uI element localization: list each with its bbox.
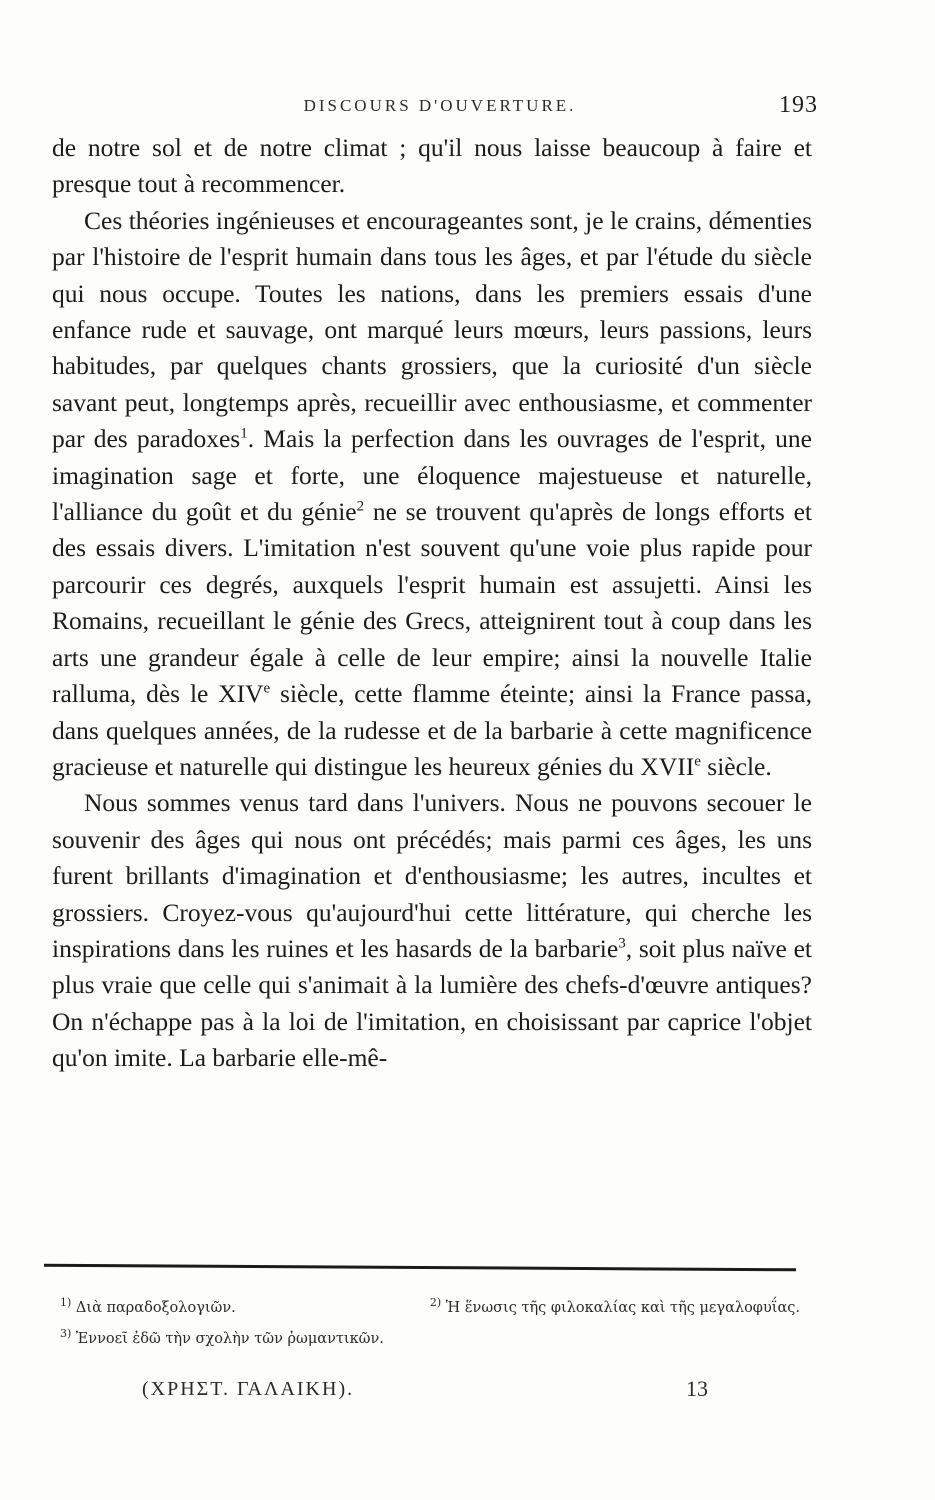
footnote-2-text: Ἡ ἕνωσις τῆς φιλοκαλίας καὶ τῆς μεγαλοφυΐας. bbox=[445, 1299, 800, 1316]
paragraph-3-part-a: Nous sommes venus tard dans l'univers. Nous ne pouvons secouer le souvenir des âges qui nous ont précédés; mais parmi ces âges, les uns furent brillants d'imagination et d'enthousiasme; les autres, incultes et grossiers. Croyez-vous qu'aujourd'hui cette littérature, qui cherche les inspirations dans les ruines et les hasards de la barbarie bbox=[52, 788, 812, 963]
paragraph-2-part-b: . Mais la perfection dans les ouvrages de l'esprit, une imagination sage et forte, une éloquence majestueuse et naturelle, l'alliance du goût et du génie bbox=[52, 424, 812, 527]
footnotes-row-1 bbox=[60, 1290, 800, 1321]
century-superscript-2: e bbox=[694, 753, 701, 770]
page-number: 193 bbox=[779, 92, 818, 118]
footnote-1 bbox=[60, 1290, 236, 1321]
footnote-rule bbox=[44, 1264, 796, 1272]
body-text bbox=[52, 130, 812, 1077]
signature-mark: 13 bbox=[686, 1376, 708, 1401]
paragraph-3-part-b: , soit plus naïve et plus vraie que celle qui s'animait à la lumière des chefs-d'œuvre antiques? On n'échappe pas à la loi de l'imitation, en choisissant par caprice l'objet qu'on imite. La barbarie elle-mê- bbox=[52, 933, 812, 1073]
footnote-1-text: Διὰ παραδοξολογιῶν. bbox=[75, 1299, 236, 1316]
paragraph-2-part-a: Ces théories ingénieuses et encourageantes sont, je le crains, démenties par l'histoire de l'esprit humain dans tous les âges, et par l'étude du siècle qui nous occupe. Toutes les nations, dans les premiers essais d'une enfance rude et sauvage, ont marqué leurs mœurs, leurs passions, leurs habitudes, par quelques chants grossiers, que la curiosité d'un siècle savant peut, longtemps après, recueillir avec enthousiasme, et commenter par des paradoxes bbox=[52, 205, 812, 454]
footnote-ref-1: 1 bbox=[240, 425, 248, 442]
translator-signature: (ΧΡΗΣΤ. ΓΑΛΑΙΚΗ). bbox=[142, 1378, 355, 1400]
footnote-1-number: 1) bbox=[60, 1296, 72, 1309]
footnote-3 bbox=[60, 1321, 800, 1352]
paragraph-2-part-e: siècle. bbox=[700, 751, 772, 781]
paragraph-3 bbox=[52, 785, 812, 1076]
page-header bbox=[60, 92, 820, 122]
paragraph-1-text: de notre sol et de notre climat ; qu'il nous laisse beaucoup à faire et presque tout à recommencer. bbox=[52, 133, 812, 199]
paragraph-2 bbox=[52, 203, 812, 786]
paragraph-1 bbox=[52, 130, 812, 203]
paragraph-2-part-d: siècle, cette flamme éteinte; ainsi la France passa, dans quelques années, de la rudesse et de la barbarie à cette magnificence gracieuse et naturelle qui distingue les heureux génies du XVII bbox=[52, 679, 812, 781]
footnote-2 bbox=[430, 1290, 800, 1321]
footnote-3-number: 3) bbox=[60, 1326, 72, 1340]
century-superscript-1: e bbox=[263, 680, 271, 697]
footnote-3-text: Ἐννοεῖ ἐδῶ τὴν σχολὴν τῶν ῥωμαντικῶν. bbox=[75, 1330, 384, 1347]
footnote-ref-3: 3 bbox=[618, 935, 626, 952]
footnote-ref-2: 2 bbox=[356, 498, 365, 515]
footnotes bbox=[60, 1290, 800, 1352]
running-title: DISCOURS D'OUVERTURE. bbox=[303, 96, 577, 115]
paragraph-2-part-c: ne se trouvent qu'après de longs efforts et des essais divers. L'imitation n'est souvent qu'une voie plus rapide pour parcourir ces degrés, auxquels l'esprit humain est assujetti. Ainsi les Romains, recueillant le génie des Grecs, atteignirent tout à coup dans les arts une grandeur égale à celle de leur empire; ainsi la nouvelle Italie ralluma, dès le XIV bbox=[52, 497, 812, 709]
footnote-2-number: 2) bbox=[429, 1296, 442, 1309]
